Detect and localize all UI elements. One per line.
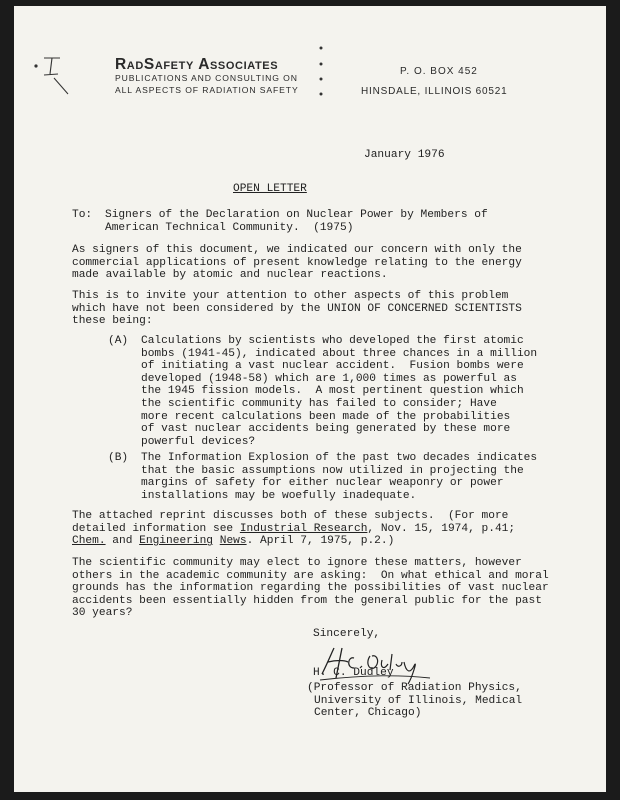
to-line: American Technical Community. (1975) — [105, 221, 354, 234]
signature-icon — [314, 638, 434, 688]
text-line: of vast nuclear accidents being generated by these more — [141, 423, 511, 436]
reference-news: News — [219, 535, 247, 548]
text-line: these being: — [72, 315, 153, 328]
text-line: The attached reprint discusses both of these subjects. (For more — [72, 510, 509, 522]
paragraph-1 — [72, 244, 522, 282]
text-line: margins of safety for either nuclear weaponry or power — [141, 477, 504, 490]
company-tagline-2: ALL ASPECTS OF RADIATION SAFETY — [115, 85, 299, 95]
reference-industrial-research: Industrial Research — [239, 522, 368, 535]
text-line: accidents been essentially hidden from the general public for the past — [72, 594, 542, 607]
text-line: installations may be woefully inadequate. — [141, 489, 417, 502]
text-line: (Professor of Radiation Physics, — [307, 682, 522, 694]
text-line: that the basic assumptions now utilized in projecting the — [141, 464, 524, 477]
text-line: Center, Chicago) — [314, 707, 422, 720]
closing: Sincerely, — [313, 628, 381, 640]
paragraph-3 — [72, 510, 515, 548]
text-line: others in the academic community are asking: On what ethical and moral — [72, 569, 549, 582]
text-line: grounds has the information regarding the possibilities of vast nuclear — [72, 582, 549, 595]
item-a-text — [141, 335, 537, 448]
company-tagline-1: PUBLICATIONS AND CONSULTING ON — [115, 73, 298, 83]
text-line: bombs (1941-45), indicated about three chances in a million — [141, 347, 538, 360]
letter-heading: OPEN LETTER — [233, 183, 307, 195]
text-line: the 1945 fission models. A most pertinent question which — [141, 385, 524, 398]
letterhead-divider-dots — [317, 44, 327, 104]
reference-engineering: Engineering — [139, 535, 214, 548]
paragraph-4 — [72, 557, 549, 620]
to-line: Signers of the Declaration on Nuclear Power by Members of — [105, 209, 488, 221]
text-line: The Information Explosion of the past two decades indicates — [141, 452, 538, 464]
address-city: HINSDALE, ILLINOIS 60521 — [361, 86, 508, 97]
text-line: Chem. and Engineering News. April 7, 1975, p.2.) — [72, 535, 395, 548]
text-line: commercial applications of present knowledge relating to the energy — [72, 256, 522, 269]
address-po-box: P. O. BOX 452 — [400, 66, 478, 77]
text-line: of initiating a vast nuclear accident. Fusion bombs were — [141, 360, 524, 373]
text-line: University of Illinois, Medical — [314, 694, 523, 707]
margin-mark-icon — [30, 50, 90, 110]
signature — [314, 638, 434, 688]
margin-note: I — [90, 110, 91, 111]
company-name: RadSafety Associates — [115, 56, 279, 73]
text-line: which have not been considered by the UNION OF CONCERNED SCIENTISTS — [72, 302, 522, 315]
signer-name: H. C. Dudley — [313, 667, 394, 679]
reference-chem: Chem. — [72, 535, 106, 548]
item-b-label: (B) — [108, 452, 129, 464]
paragraph-2 — [72, 290, 522, 328]
to-label: To: — [72, 209, 93, 221]
text-line: Calculations by scientists who developed the first atomic — [141, 335, 524, 347]
to-block — [105, 209, 488, 234]
letter-date: January 1976 — [364, 149, 445, 161]
text-line: 30 years? — [72, 607, 133, 620]
item-b-text — [141, 452, 537, 502]
signer-title — [307, 682, 522, 720]
item-a-label: (A) — [108, 335, 129, 347]
text-line: As signers of this document, we indicated our concern with only the — [72, 244, 522, 256]
text-line: The scientific community may elect to ignore these matters, however — [72, 557, 522, 569]
letter-page — [14, 6, 606, 792]
text-line: detailed information see Industrial Research, Nov. 15, 1974, p.41; — [72, 522, 516, 535]
text-line: more recent calculations been made of the probabilities — [141, 410, 511, 423]
text-line: powerful devices? — [141, 435, 256, 448]
text-line: made available by atomic and nuclear reactions. — [72, 269, 388, 282]
text-line: developed (1948-58) which are 1,000 times as powerful as — [141, 372, 517, 385]
text-line: the scientific community has failed to consider; Have — [141, 397, 497, 410]
text-line: This is to invite your attention to other aspects of this problem — [72, 290, 509, 302]
